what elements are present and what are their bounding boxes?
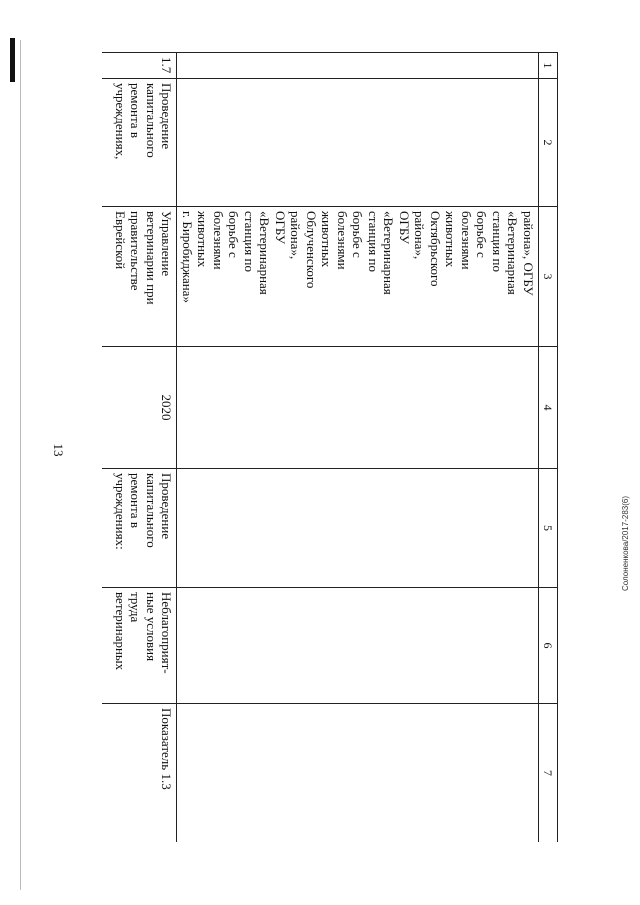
cell-consequences: Неблагоприят- ные условия труда ветеринарных xyxy=(102,588,177,704)
document-stamp: Солоненкова/2017-283(6) xyxy=(621,496,630,591)
cell-executor: района», ОГБУ «Ветеринарная станция по борьбе с болезнями животных Октябрьского района», ОГБУ «Ветеринарная станция по борьбе с болезнями животных Облученского района», ОГБУ «Ветеринарная станция по борьбе с болезнями животных г. Биробиджана» xyxy=(177,207,539,347)
header-cell-2: 2 xyxy=(539,79,558,207)
header-cell-6: 6 xyxy=(539,588,558,704)
header-cell-3: 3 xyxy=(539,207,558,347)
cell-measure xyxy=(177,79,539,207)
measures-table xyxy=(102,52,558,842)
page-edge-line xyxy=(20,40,21,890)
header-row xyxy=(539,53,558,843)
scan-mark xyxy=(10,38,15,82)
cell-executor: Управление ветеринарии при правительстве Еврейской xyxy=(102,207,177,347)
cell-deadline: 2020 xyxy=(102,347,177,469)
header-cell-5: 5 xyxy=(539,469,558,588)
page-number: 13 xyxy=(51,443,66,457)
table-frame xyxy=(102,52,558,842)
cell-indicator xyxy=(177,704,539,843)
table-row xyxy=(102,53,177,843)
header-cell-1: 1 xyxy=(539,53,558,79)
header-cell-7: 7 xyxy=(539,704,558,843)
cell-number: 1.7 xyxy=(102,53,177,79)
cell-number xyxy=(177,53,539,79)
header-cell-4: 4 xyxy=(539,347,558,469)
cell-result: Проведение капитального ремонта в учреждениях: xyxy=(102,469,177,588)
table-row xyxy=(177,53,539,843)
cell-deadline xyxy=(177,347,539,469)
rotated-table xyxy=(102,52,558,842)
cell-measure: Проведение капитального ремонта в учреждениях, xyxy=(102,79,177,207)
cell-consequences xyxy=(177,588,539,704)
cell-result xyxy=(177,469,539,588)
cell-indicator: Показатель 1.3 xyxy=(102,704,177,843)
